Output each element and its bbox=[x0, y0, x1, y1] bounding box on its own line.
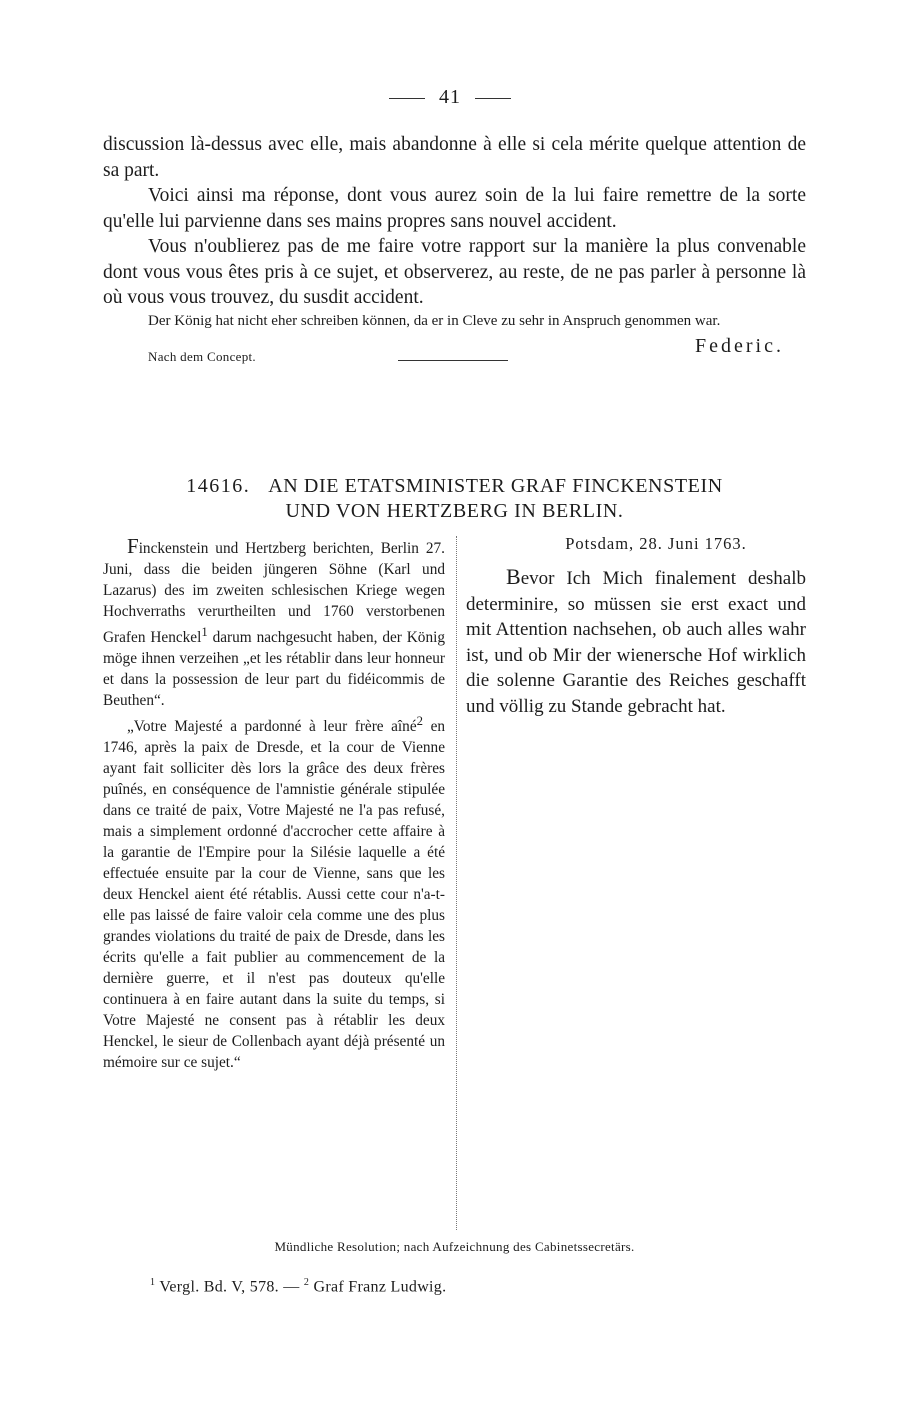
letter-continuation bbox=[103, 132, 806, 370]
heading-title-2: UND VON HERTZBERG IN BERLIN. bbox=[285, 500, 624, 522]
footnotes bbox=[150, 1277, 446, 1296]
column-divider bbox=[456, 536, 457, 1230]
footnote-ref-2: 2 bbox=[416, 714, 423, 729]
reply-initial: B bbox=[506, 564, 521, 589]
quote-paragraph bbox=[103, 711, 445, 1073]
quote-text-2: en 1746, après la paix de Dresde, et la cour de Vienne ayant fait solliciter dès lors la grâce des deux frères puînés, en conséquence de l'amnistie générale stipulée dans ce traité de paix, Votre Majesté ne l'a pas refusé, mais a simplement ordonné d'accrocher cette affaire à la garantie de l'Empire pour la Silésie laquelle a été effectuée ensuite par la cour de Vienne, sans que les deux Henckel aient été rétablis. Aussi cette cour n'a-t-elle pas laissé de faire valoir cela comme une des plus grandes violations du traité de paix de Dresde, dans les écrits qu'elle a fait publier au commencement de la dernière guerre, et il n'est pas douteux qu'elle continuera à en faire autant dans la suite du temps, si Votre Majesté ne consent pas à rétablir les deux Henckel, le sieur de Collenbach ayant déjà présenté un mémoire sur ce sujet.“ bbox=[103, 718, 446, 1072]
reply-body bbox=[466, 564, 806, 719]
signature-row bbox=[103, 334, 806, 370]
summary-paragraph bbox=[103, 536, 445, 711]
summary-column bbox=[103, 536, 445, 1073]
summary-text: inckenstein und Hertzberg berichten, Berlin 27. Juni, dass die beiden jüngeren Söhne (Karl und Lazarus) des im zweiten schlesischen Kriege wegen Hochverraths verurtheilten und 1760 verstorbenen Grafen Henckel bbox=[103, 540, 445, 647]
signature: Federic. bbox=[695, 334, 784, 357]
footnote-mark-1: 1 bbox=[150, 1277, 156, 1288]
footnote-ref-1: 1 bbox=[201, 625, 208, 639]
editorial-note: Der König hat nicht eher schreiben können, da er in Cleve zu sehr in Anspruch genommen war. bbox=[148, 312, 721, 329]
page-number-line bbox=[0, 86, 900, 109]
heading-title-1: AN DIE ETATSMINISTER GRAF FINCKENSTEIN bbox=[268, 475, 723, 497]
page-number-dash-right bbox=[475, 98, 511, 99]
resolution-note: Mündliche Resolution; nach Aufzeichnung des Cabinetssecretärs. bbox=[274, 1239, 635, 1254]
footnote-mark-2: 2 bbox=[303, 1277, 310, 1288]
reply-text: evor Ich Mich finalement deshalb determinire, so müssen sie erst exact und mit Attention nachsehen, ob auch alles wahr ist, und ob Mir der wienersche Hof wirklich die solenne Garantie des Reiches geschafft und völlig zu Stande gebracht hat. bbox=[466, 568, 806, 717]
source-note: Nach dem Concept. bbox=[148, 348, 256, 364]
letter-number: 14616. bbox=[186, 475, 251, 497]
letter-paragraph-1: discussion là-dessus avec elle, mais abandonne à elle si cela mérite quelque attention de sa part. bbox=[103, 134, 806, 181]
summary-text-2: darum nachgesucht haben, der König möge ihnen verzeihen „et les rétablir dans leur honneur et dans la possession de leur part du fidéicommis de Beuthen“. bbox=[103, 629, 445, 710]
page-number-dash-left bbox=[389, 98, 425, 99]
heading-line-1 bbox=[103, 474, 806, 499]
footnote-separator: — bbox=[278, 1278, 304, 1296]
footnote-text-1: Vergl. Bd. V, 578. bbox=[155, 1278, 279, 1296]
reply-column bbox=[466, 534, 806, 719]
page-number: 41 bbox=[439, 86, 461, 108]
summary-initial: F bbox=[127, 534, 139, 558]
quote-text-1: „Votre Majesté a pardonné à leur frère aîné bbox=[127, 718, 417, 736]
section-rule bbox=[398, 360, 508, 361]
letter-paragraph-3: Vous n'oublierez pas de me faire votre rapport sur la manière la plus convenable dont vous vous êtes pris à ce sujet, et observerez, au reste, de ne pas parler à personne là où vous vous trouvez, du susdit accident. bbox=[103, 236, 806, 308]
letter-paragraph-2: Voici ainsi ma réponse, dont vous aurez soin de la lui faire remettre de la sorte qu'elle lui parvienne dans ses mains propres sans nouvel accident. bbox=[103, 185, 806, 232]
footnote-text-2: Graf Franz Ludwig. bbox=[309, 1278, 447, 1296]
dateline: Potsdam, 28. Juni 1763. bbox=[565, 534, 747, 553]
letter-heading bbox=[103, 474, 806, 524]
